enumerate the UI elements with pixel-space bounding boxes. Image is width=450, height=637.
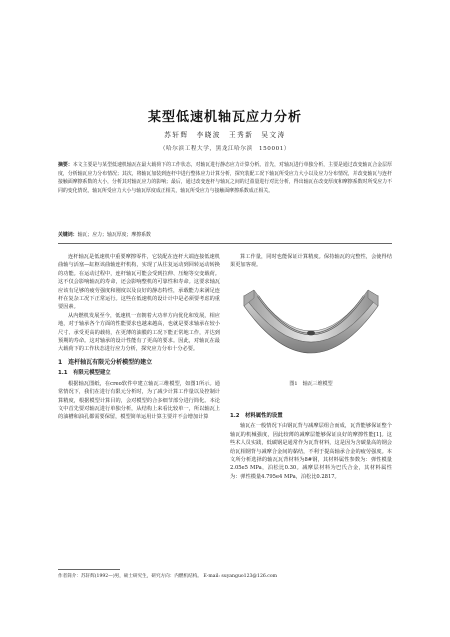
body-paragraph: 算工作量，同时也能保证计算精度。保持轴瓦的完整性，会使得结果更加客观。 [230, 254, 392, 269]
abstract-text: 本文主要是与某型低速机轴瓦在最大载荷下的工作状态，对轴瓦进行静态应力计算分析。首先，对轴瓦进行单独分析，主要是通过改变轴瓦合金层厚度，分析轴瓦应力分布情况；其次，将轴瓦加装到连杆中进行整体应力计算分析，探究装配工况下轴瓦所受应力大小以及应力分布情况，并改变轴瓦与连杆接触面摩擦系数的大小，分析其对轴瓦应力的影响；最后，通过改变连杆与轴瓦之间的过盈量进行对比分析，得出轴瓦在改变厚度和摩擦系数时所受应力不同的变化情况，轴瓦所受应力大小与轴瓦厚度成正相关，轴瓦所受应力与接触面摩擦系数成正相关。 [58, 162, 392, 194]
body-right-column-top [230, 253, 392, 270]
abstract-label: 摘要： [58, 162, 73, 168]
footnote-divider [58, 569, 120, 570]
bearing-shell-figure [236, 276, 386, 372]
body-paragraph: 根据轴瓦图纸，在creo软件中建立轴瓦三维模型，如图1所示。通常情况下，我们在进行有限元分析时，为了减少计算工作量以及控制计算精度，根据模型计算目的，会对模型的合多细节部分进行简化。本论文中首先要对轴瓦进行单独分析，从结构上来看比较单一，所以轴瓦上的油槽和油孔都需要保留，模型简单运用计算主要并不会增加计算 [58, 380, 220, 421]
body-left-column [58, 253, 220, 422]
paper-authors: 苏轩辉 李晓波 王秀新 吴文涛 [164, 131, 286, 139]
keywords-label: 关键词： [58, 232, 78, 238]
body-paragraph: 从内燃机发展至今，低速机一直朝着大功率方向优化和发展，相应地，对于轴承各个方面的性能要求也越来越高，也就是要求轴承在较小尺寸、承受更高的载荷，在更薄的油膜的工况下能正常地工作，并达到预期的寿命。这对轴承的设计性能有了更高的要求。因此，对轴瓦在最大载荷下的工作状态进行应力分析，探究应力分布十分必要。 [58, 312, 220, 353]
body-paragraph: 轴瓦在一般情况下由钢瓦背与减摩层组合而成，瓦背能够保证整个轴瓦的机械强度，因此较薄的减摩层能够保证良好的摩擦性能[1]。这些术人员实践，低碳钢是通常作为瓦背材料，这是因为含碳量高的钢会给瓦相钢背与减摩合金间的黏结，不利于提高轴承合金的疲劳强度。本文所分析选择的轴瓦瓦背材料为8#钢，其材料属性参数为：弹性模量2.05e5 MPa，泊松比0.30。减摩层材料为巴氏合金，其材料属性为：弹性模量4.795e4 MPa，泊松比0.2817。 [230, 423, 392, 480]
abstract [58, 161, 392, 195]
section-heading: 1 连杆轴瓦有限元分析模型的建立 [58, 358, 153, 366]
section-heading: 1.1 有限元模型建立 [58, 370, 111, 377]
abstract-divider [58, 243, 392, 244]
section-heading: 1.2 材料属性的设置 [230, 413, 283, 419]
body-paragraph: 连杆轴瓦是低速机中重要摩擦零件，它装配在连杆大端连接低速机曲轴与活塞—缸枢该曲轴连杆机构，实现了从往复运动到回转运动转换的功能。在运动过程中，连杆轴瓦可能会受到拉伸、压缩等交变载荷。这不仅会影响轴瓦的寿命，还会影响整机的可靠性和寿命。这要求轴瓦应该有足够的疲劳强度和刚度以及良好的静态特性，承载能力来满足连杆在复杂工况下正常运行。这些在低速机的设计计中是必须要考虑的重要因素。 [58, 254, 220, 311]
paper-title: 某型低速机轴瓦应力分析 [147, 110, 302, 125]
figure-caption: 图1 轴瓦三维模型 [289, 381, 333, 387]
paper-affiliation: （哈尔滨工程大学，黑龙江哈尔滨 150001） [159, 146, 291, 152]
body-right-column [230, 410, 392, 481]
footnote: 作者简介：苏轩辉(1992—)男，硕士研究生，研究方向：内燃机结构。 E-mail: suyanguo123@126.com [58, 574, 277, 579]
keywords-text: 轴瓦；应力；轴瓦厚度；摩擦系数 [77, 232, 151, 238]
keywords [58, 231, 392, 238]
